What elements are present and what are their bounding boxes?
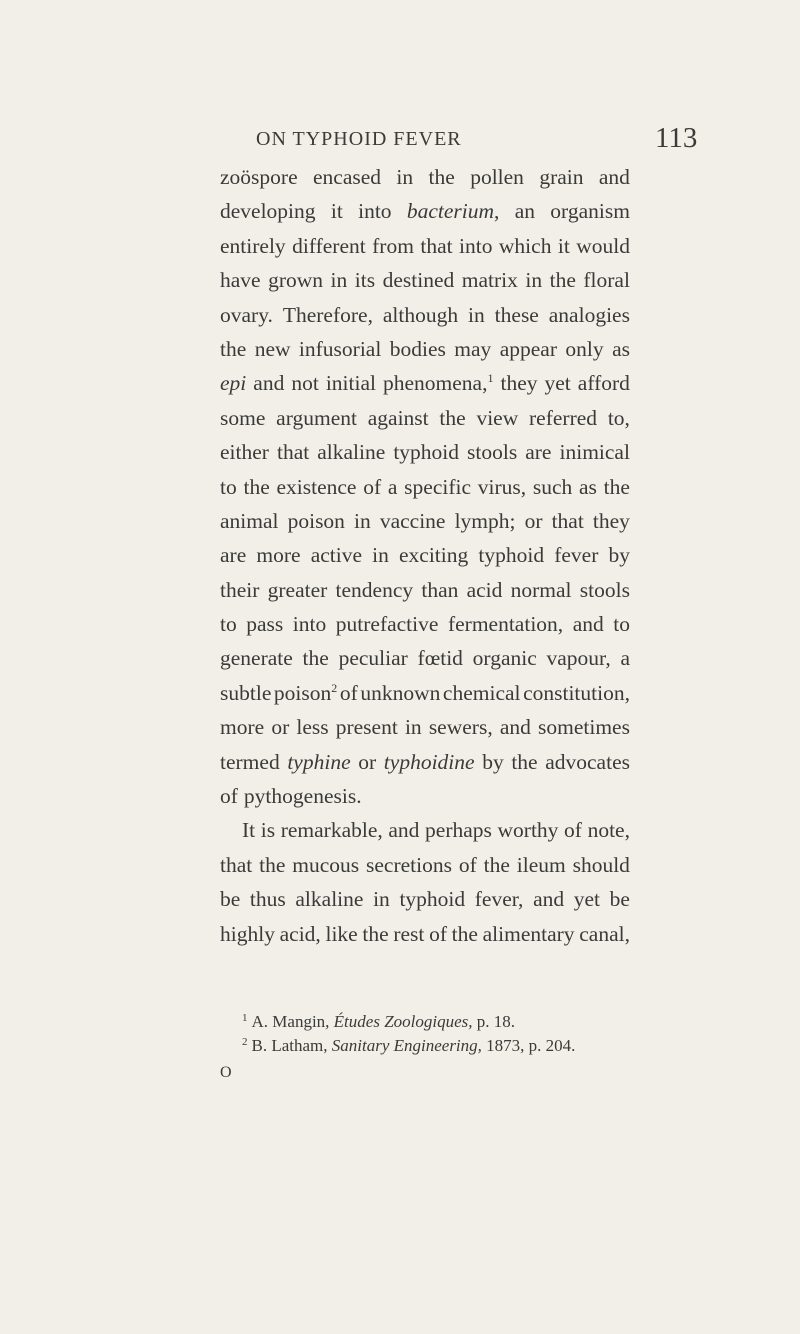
word: rest (393, 921, 425, 946)
word: constitution, (523, 680, 630, 705)
word: is (260, 818, 276, 843)
word: pythogenesis. (243, 784, 362, 809)
word: subtle (220, 680, 272, 705)
word: into (292, 612, 327, 637)
word: in (372, 543, 389, 568)
word: from (372, 233, 414, 258)
footnote-ref: 1 (487, 371, 494, 386)
word: typhoid (399, 887, 466, 912)
word: the (511, 749, 538, 774)
word: typhoid (478, 543, 545, 568)
footnote-title: Sanitary Engineering, (331, 1036, 482, 1055)
word: typhoid (393, 440, 460, 465)
word: existence (276, 474, 357, 499)
word: fever (554, 543, 599, 568)
word: highly (220, 921, 275, 946)
word: into (358, 199, 392, 224)
word: termed (220, 749, 280, 774)
word: bodies (389, 336, 446, 361)
word: remarkable, (280, 818, 383, 843)
text-line (220, 813, 630, 847)
word: be (220, 887, 241, 912)
word: floral (583, 268, 630, 293)
word: and (598, 165, 630, 189)
word: by (482, 749, 504, 774)
page-number: 113 (655, 122, 698, 154)
text-line (220, 676, 630, 710)
word: than (421, 577, 459, 602)
word: of (564, 818, 582, 843)
word: poison$^2$ (273, 680, 338, 705)
word: epi (220, 371, 247, 396)
text-line (220, 435, 630, 469)
word: infusorial (298, 336, 382, 361)
signature-mark: O (220, 1064, 232, 1081)
word: zoöspore (220, 165, 298, 189)
text-line (220, 160, 630, 194)
word: they (592, 508, 630, 533)
word: destined (382, 268, 455, 293)
word: different (292, 233, 366, 258)
text-line (220, 917, 630, 951)
word: developing (220, 199, 316, 224)
word: which (498, 233, 552, 258)
word: the (483, 852, 510, 877)
text-line (220, 745, 630, 779)
word: pollen (470, 165, 524, 189)
word: new (254, 336, 291, 361)
word: fever, (474, 887, 524, 912)
word: and (253, 371, 285, 396)
word: or (358, 749, 377, 774)
word: sometimes (538, 715, 630, 740)
word: inimical (559, 440, 630, 465)
text-line (220, 263, 630, 297)
word: of (458, 852, 477, 877)
word: organic (472, 646, 537, 671)
word: an (514, 199, 535, 224)
text-line (220, 194, 630, 228)
word: present (335, 715, 398, 740)
text-line (220, 882, 630, 916)
word: analogies (548, 302, 630, 327)
word: yet (573, 887, 601, 912)
word: normal (510, 577, 572, 602)
word: and (572, 612, 604, 637)
word: yet (544, 371, 571, 396)
word: animal (220, 508, 279, 533)
word: into (459, 233, 493, 258)
word: putrefactive (335, 612, 439, 637)
word: afford (577, 371, 630, 396)
footnote-ref: 2 (331, 680, 338, 695)
word: or (524, 508, 543, 533)
word: canal, (579, 921, 630, 946)
word: It (242, 818, 256, 843)
word: bacterium, (406, 199, 500, 224)
word: worthy (497, 818, 559, 843)
word: pass (246, 612, 284, 637)
word: the (439, 405, 466, 430)
word: acid, (279, 921, 321, 946)
word: argument (276, 405, 357, 430)
word: vapour, (546, 646, 611, 671)
word: referred (529, 405, 598, 430)
word: and (533, 887, 565, 912)
word: generate (220, 646, 293, 671)
footnotes (220, 1010, 630, 1058)
running-title: ON TYPHOID FEVER (256, 128, 462, 150)
word: stools (467, 440, 518, 465)
footnote-mark: 1 (242, 1012, 248, 1024)
word: the (428, 165, 455, 189)
word: view (476, 405, 519, 430)
word: they (500, 371, 538, 396)
word: alkaline (317, 440, 386, 465)
word: be (609, 887, 630, 912)
word: the (220, 336, 247, 361)
word: active (310, 543, 363, 568)
word: the (549, 268, 576, 293)
word: stools (579, 577, 630, 602)
word: a (387, 474, 398, 499)
word: Therefore, (282, 302, 373, 327)
word: that (420, 233, 453, 258)
word: in (468, 302, 485, 327)
word: the (259, 852, 286, 877)
word: a (620, 646, 630, 671)
word: the (302, 646, 329, 671)
word: the (451, 921, 478, 946)
text-line (220, 710, 630, 744)
word: have (220, 268, 261, 293)
word: these (494, 302, 539, 327)
word: sewers, (428, 715, 493, 740)
word: that (276, 440, 310, 465)
word: tendency (335, 577, 414, 602)
footnote-title: Études Zoologiques, (333, 1012, 473, 1031)
word: against (367, 405, 429, 430)
footnote-author: B. Latham, (251, 1036, 332, 1055)
word: mucous (292, 852, 360, 877)
word: should (572, 852, 630, 877)
word: peculiar (338, 646, 408, 671)
word: acid (466, 577, 503, 602)
word: of (339, 680, 358, 705)
footnote-author: A. Mangin, (251, 1012, 334, 1031)
word: that (551, 508, 584, 533)
word: as (579, 474, 597, 499)
text-line (220, 607, 630, 641)
word: some (220, 405, 266, 430)
word: more (256, 543, 301, 568)
word: may (454, 336, 492, 361)
word: thus (249, 887, 286, 912)
footnote-mark: 2 (242, 1036, 248, 1048)
word: or (271, 715, 290, 740)
word: alimentary (482, 921, 575, 946)
word: by (608, 543, 630, 568)
word: entirely (220, 233, 286, 258)
word: and (499, 715, 531, 740)
footnote (220, 1010, 630, 1034)
word: chemical (442, 680, 521, 705)
word: of (363, 474, 382, 499)
word: grain (539, 165, 584, 189)
word: less (296, 715, 329, 740)
text-line (220, 366, 630, 400)
word: would (576, 233, 630, 258)
word: their (220, 577, 260, 602)
word: in (330, 268, 348, 293)
word: specific (404, 474, 472, 499)
footnote (220, 1034, 630, 1058)
text-line (220, 848, 630, 882)
word: fermentation, (447, 612, 564, 637)
word: not (291, 371, 319, 396)
word: although (382, 302, 459, 327)
text-line (220, 641, 630, 675)
word: organism (550, 199, 630, 224)
word: note, (587, 818, 630, 843)
word: in (404, 715, 422, 740)
word: such (532, 474, 573, 499)
word: poison (287, 508, 345, 533)
word: in (373, 887, 390, 912)
word: to (220, 612, 237, 637)
word: to (613, 612, 630, 637)
word: fœtid (417, 646, 463, 671)
text-line (220, 332, 630, 366)
word: perhaps (425, 818, 492, 843)
text-line (220, 779, 630, 813)
word: matrix (461, 268, 518, 293)
footnote-rest: p. 18. (472, 1012, 516, 1031)
word: advocates (545, 749, 630, 774)
word: and (388, 818, 420, 843)
word: the (603, 474, 630, 499)
word: to (220, 474, 237, 499)
word: grown (268, 268, 324, 293)
word: ileum (516, 852, 566, 877)
word: typhoidine (383, 749, 475, 774)
body-text (220, 160, 630, 951)
word: virus, (477, 474, 527, 499)
word: unknown (360, 680, 441, 705)
text-line (220, 538, 630, 572)
word: the (243, 474, 270, 499)
word: as (612, 336, 630, 361)
word: the (362, 921, 389, 946)
word: either (220, 440, 269, 465)
word: in (396, 165, 414, 189)
word: initial (325, 371, 376, 396)
word: are (525, 440, 552, 465)
word: lymph; (454, 508, 516, 533)
text-line (220, 470, 630, 504)
word: ovary. (220, 302, 273, 327)
page-header (0, 118, 800, 158)
word: encased (313, 165, 382, 189)
word: alkaline (295, 887, 364, 912)
word: like (325, 921, 358, 946)
word: it (557, 233, 570, 258)
word: it (330, 199, 343, 224)
word: of (429, 921, 447, 946)
text-line (220, 504, 630, 538)
word: vaccine (379, 508, 446, 533)
word: secretions (366, 852, 452, 877)
text-line (220, 298, 630, 332)
word: that (220, 852, 253, 877)
word: to, (607, 405, 630, 430)
text-line (220, 229, 630, 263)
word: in (525, 268, 543, 293)
word: appear (499, 336, 558, 361)
word: in (354, 508, 371, 533)
footnote-rest: 1873, p. 204. (481, 1036, 576, 1055)
word: typhine (287, 749, 351, 774)
word: greater (267, 577, 328, 602)
text-line (220, 573, 630, 607)
word: phenomena,$^1$ (382, 371, 494, 396)
word: are (220, 543, 247, 568)
word: exciting (399, 543, 469, 568)
word: only (565, 336, 604, 361)
text-line (220, 401, 630, 435)
word: more (220, 715, 265, 740)
word: of (220, 784, 238, 809)
word: its (354, 268, 376, 293)
